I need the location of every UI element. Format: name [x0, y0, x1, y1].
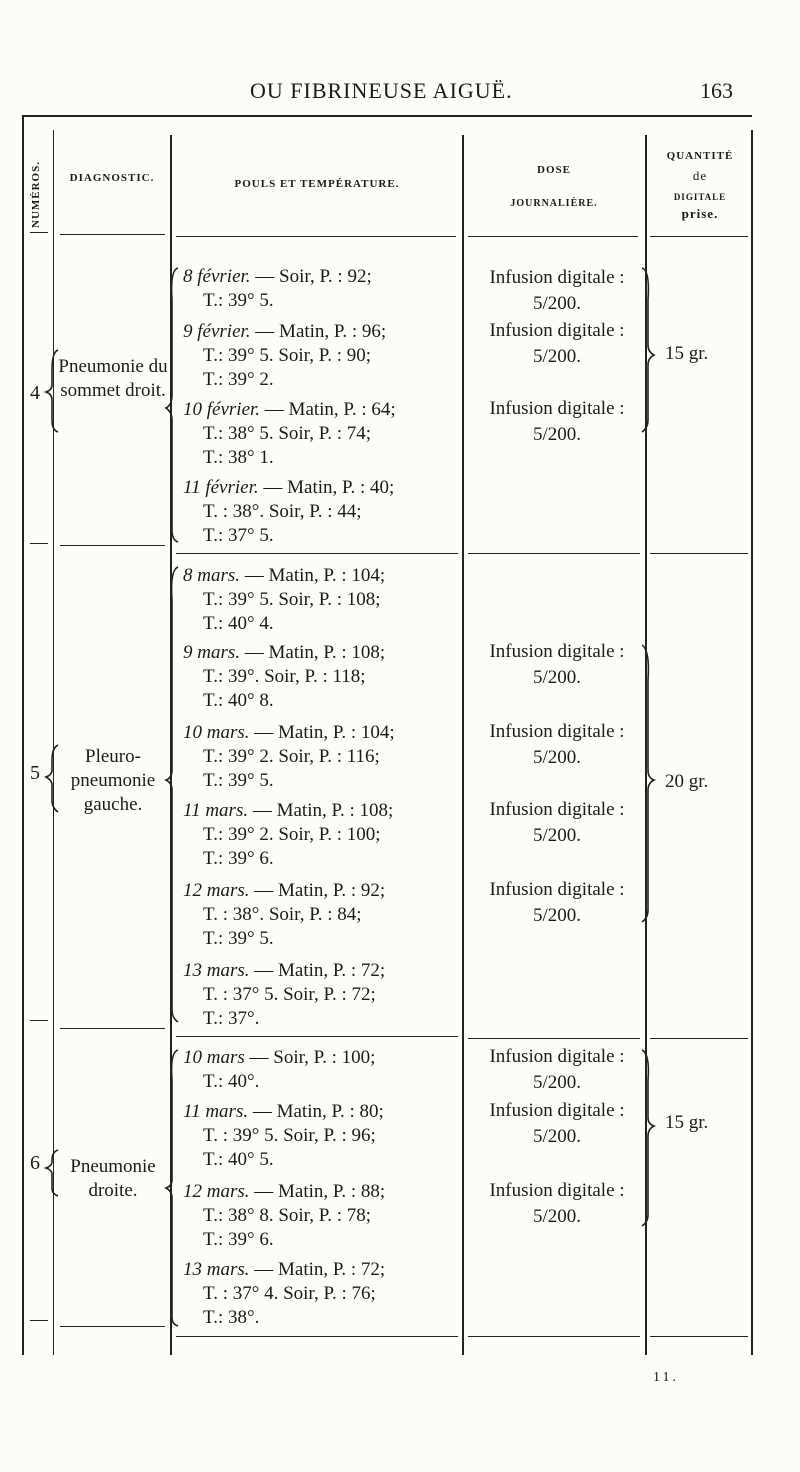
page-title: OU FIBRINEUSE AIGUË. — [250, 78, 513, 103]
dose-amount: 5/200. — [532, 1072, 582, 1093]
entry-date: 13 mars. — [183, 1259, 250, 1280]
entry-line: T.: 37° 5. — [203, 525, 274, 546]
dose-name: Infusion digitale : — [489, 799, 625, 820]
entry-line: T.: 38° 8. Soir, P. : 78; — [203, 1205, 372, 1226]
column-header-dose-sub: JOURNALIÈRE. — [510, 198, 598, 209]
dose-name: Infusion digitale : — [489, 398, 625, 419]
entry-text: — Matin, P. : 72; — [249, 960, 386, 981]
entry-date: 12 mars. — [183, 1181, 250, 1202]
entry-line: T. : 37° 4. Soir, P. : 76; — [203, 1283, 376, 1304]
brace-shape — [166, 268, 178, 542]
entry-date: 10 mars. — [183, 722, 250, 743]
column-header-diagnostic: DIAGNOSTIC. — [69, 172, 155, 184]
entry-date: 12 mars. — [183, 880, 250, 901]
column-header-quantity-digitale: DIGITALE — [673, 192, 727, 202]
entry-line: T.: 39° 5. — [203, 290, 274, 311]
entry-text: — Matin, P. : 96; — [250, 321, 387, 342]
entry-text: — Matin, P. : 108; — [240, 642, 386, 663]
column-header-quantity: QUANTITÉ — [666, 150, 734, 162]
dose-name: Infusion digitale : — [489, 320, 625, 341]
case-number: 6 — [30, 1152, 40, 1174]
case-diagnosis: Pneumonie du sommet droit. — [58, 356, 168, 401]
entry-text: — Soir, P. : 100; — [244, 1047, 376, 1068]
entry-text: — Matin, P. : 104; — [240, 565, 386, 586]
entry-line: T.: 39° 2. Soir, P. : 116; — [203, 746, 380, 767]
entry-line: T.: 39° 2. — [203, 369, 274, 390]
entry-date: 8 février. — [183, 266, 251, 287]
dose-name: Infusion digitale : — [489, 267, 625, 288]
dose-amount: 5/200. — [532, 667, 582, 688]
dose-amount: 5/200. — [532, 346, 582, 367]
case-quantity: 15 gr. — [665, 343, 709, 364]
entry-line: T.: 38°. — [203, 1307, 260, 1328]
entry-date: 13 mars. — [183, 960, 250, 981]
entry-line: T. : 39° 5. Soir, P. : 96; — [203, 1125, 376, 1146]
case-quantity: 20 gr. — [665, 771, 709, 792]
column-header-numeros: NUMÉROS. — [30, 161, 42, 228]
dose-amount: 5/200. — [532, 424, 582, 445]
entry-line: T. : 38°. Soir, P. : 44; — [203, 501, 362, 522]
entry-line: T. : 37° 5. Soir, P. : 72; — [203, 984, 376, 1005]
entry-line: T.: 40° 5. — [203, 1149, 274, 1170]
entry-text: — Matin, P. : 40; — [258, 477, 395, 498]
entry-line: T. : 38°. Soir, P. : 84; — [203, 904, 362, 925]
dose-amount: 5/200. — [532, 905, 582, 926]
dose-amount: 5/200. — [532, 293, 582, 314]
entry-text: — Matin, P. : 92; — [249, 880, 386, 901]
entry-line: T.: 39°. Soir, P. : 118; — [203, 666, 366, 687]
entry-line: T.: 38° 1. — [203, 447, 274, 468]
entry-date: 11 février. — [183, 477, 259, 498]
entry-line: T.: 40° 4. — [203, 613, 274, 634]
brace-shape — [46, 350, 58, 432]
dose-amount: 5/200. — [532, 747, 582, 768]
dose-name: Infusion digitale : — [489, 1100, 625, 1121]
case-number: 4 — [30, 382, 40, 404]
entry-text: — Matin, P. : 104; — [249, 722, 395, 743]
dose-name: Infusion digitale : — [489, 1046, 625, 1067]
dose-amount: 5/200. — [532, 1206, 582, 1227]
entry-date: 11 mars. — [183, 1101, 249, 1122]
column-header-dose: DOSE — [537, 164, 571, 176]
printer-signature: 11. — [653, 1370, 679, 1385]
dose-amount: 5/200. — [532, 825, 582, 846]
brace-shape — [642, 1050, 654, 1226]
brace-shape — [642, 268, 654, 432]
dose-name: Infusion digitale : — [489, 721, 625, 742]
case-diagnosis: Pleuro-pneumonie gauche. — [70, 746, 156, 815]
entry-line: T.: 39° 6. — [203, 1229, 274, 1250]
entry-line: T.: 39° 5. — [203, 770, 274, 791]
entry-date: 10 février. — [183, 399, 261, 420]
entry-date: 11 mars. — [183, 800, 249, 821]
brace-shape — [642, 645, 654, 922]
brace-shape — [46, 745, 58, 812]
column-header-quantity-de: de — [692, 168, 708, 183]
entry-text: — Matin, P. : 80; — [248, 1101, 384, 1122]
entry-line: T.: 39° 6. — [203, 848, 274, 869]
entry-line: T.: 40°. — [203, 1071, 260, 1092]
case-quantity: 15 gr. — [665, 1112, 709, 1133]
column-header-quantity-prise: prise. — [681, 206, 719, 221]
brace-shape — [166, 567, 178, 1022]
entry-text: — Matin, P. : 72; — [249, 1259, 386, 1280]
entry-date: 9 mars. — [183, 642, 241, 663]
entry-date: 9 février. — [183, 321, 251, 342]
column-header-pouls: POULS ET TEMPÉRATURE. — [234, 178, 400, 190]
entry-date: 8 mars. — [183, 565, 241, 586]
dose-name: Infusion digitale : — [489, 879, 625, 900]
entry-line: T.: 37°. — [203, 1008, 260, 1029]
entry-text: — Matin, P. : 88; — [249, 1181, 386, 1202]
brace-shape — [166, 1050, 178, 1326]
entry-text: — Soir, P. : 92; — [250, 266, 372, 287]
dose-name: Infusion digitale : — [489, 1180, 625, 1201]
entry-date: 10 mars — [183, 1047, 245, 1068]
dose-amount: 5/200. — [532, 1126, 582, 1147]
brace-shape — [46, 1150, 58, 1196]
entry-line: T.: 39° 5. Soir, P. : 108; — [203, 589, 381, 610]
entry-line: T.: 40° 8. — [203, 690, 274, 711]
entry-line: T.: 39° 5. Soir, P. : 90; — [203, 345, 372, 366]
case-number: 5 — [30, 762, 40, 784]
dose-name: Infusion digitale : — [489, 641, 625, 662]
entry-text: — Matin, P. : 108; — [248, 800, 394, 821]
entry-line: T.: 38° 5. Soir, P. : 74; — [203, 423, 372, 444]
entry-line: T.: 39° 5. — [203, 928, 274, 949]
entry-text: — Matin, P. : 64; — [260, 399, 396, 420]
case-diagnosis: Pneumonie droite. — [70, 1156, 156, 1201]
page-number: 163 — [700, 78, 733, 103]
entry-line: T.: 39° 2. Soir, P. : 100; — [203, 824, 381, 845]
